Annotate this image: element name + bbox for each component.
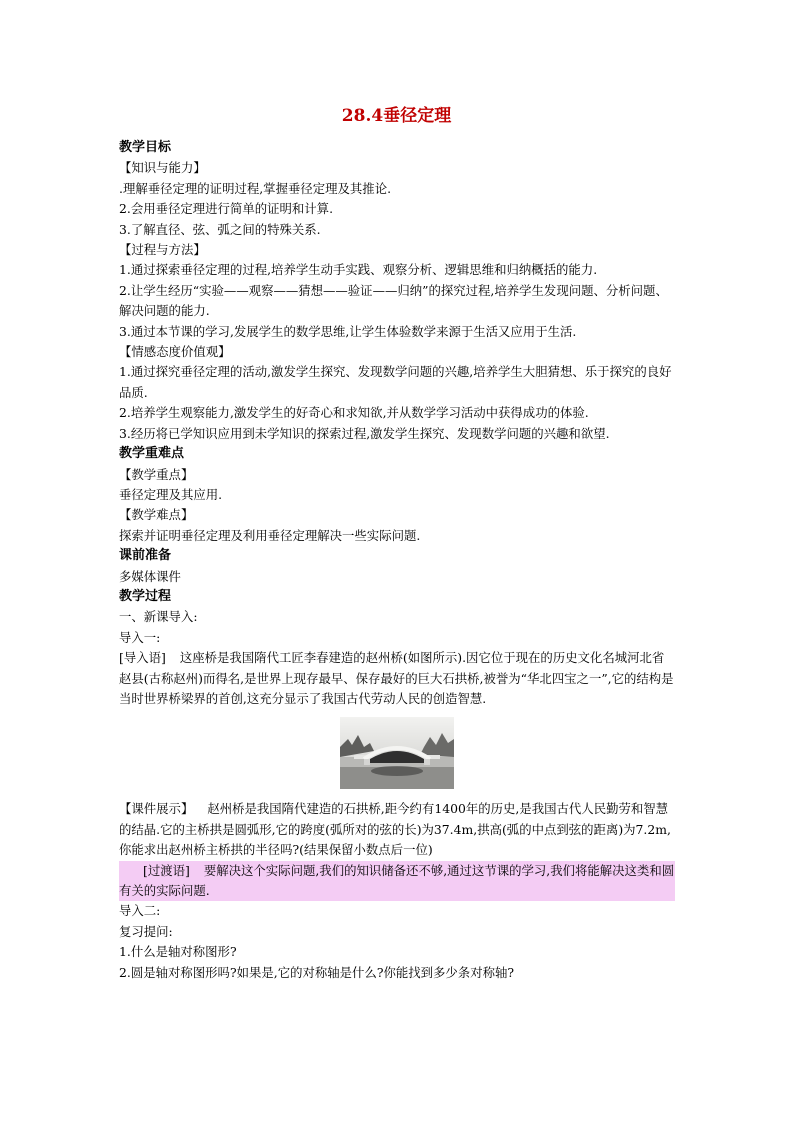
intro-paragraph: [119, 648, 675, 709]
part-new-lesson: 一、新课导入:: [119, 609, 198, 625]
subheading-knowledge: 【知识与能力】: [119, 160, 206, 176]
attitude-item-2: 2.培养学生观察能力,激发学生的好奇心和求知欲,并从数学学习活动中获得成功的体验.: [119, 405, 589, 421]
courseware-label: 【课件展示】: [119, 801, 194, 817]
attitude-item-1: 1.通过探究垂径定理的活动,激发学生探究、发现数学问题的兴趣,培养学生大胆猜想、乐于探究的良好品质.: [119, 364, 672, 400]
process-item-3: 3.通过本节课的学习,发展学生的数学思维,让学生体验数学来源于生活又应用于生活.: [119, 323, 577, 339]
intro-two-label: 导入二:: [119, 903, 161, 919]
process-item-1: 1.通过探索垂径定理的过程,培养学生动手实践、观察分析、逻辑思维和归纳概括的能力.: [119, 262, 598, 278]
document-body: [119, 138, 675, 983]
subheading-difficulty: 【教学难点】: [119, 507, 194, 523]
transition-text: 要解决这个实际问题,我们的知识储备还不够,通过这节课的学习,我们将能解决这类和圆有关的实际问题.: [119, 862, 675, 898]
process-item-2: 2.让学生经历“实验——观察——猜想——验证——归纳”的探究过程,培养学生发现问题、分析问题、解决问题的能力.: [119, 282, 668, 319]
courseware-paragraph: [119, 799, 675, 860]
preparation-text: 多媒体课件: [119, 568, 181, 584]
knowledge-item-1: .理解垂径定理的证明过程,掌握垂径定理及其推论.: [119, 180, 392, 196]
intro-text: 这座桥是我国隋代工匠李春建造的赵州桥(如图所示).因它位于现在的历史文化名城河北省赵县(古称赵州)而得名,是世界上现存最早、保存最好的巨大石拱桥,被誉为“华北四宝之一”,它的结构是当时世界桥梁界的首创,这充分显示了我国古代劳动人民的创造智慧.: [119, 650, 674, 706]
knowledge-item-3: 3.了解直径、弦、弧之间的特殊关系.: [119, 221, 321, 237]
section-heading-process: 教学过程: [119, 588, 172, 604]
difficulty-text: 探索并证明垂径定理及利用垂径定理解决一些实际问题.: [119, 527, 421, 543]
bridge-photo: [340, 717, 454, 789]
section-heading-keypoints: 教学重难点: [119, 446, 185, 462]
bridge-figure: [119, 717, 675, 795]
subheading-focus: 【教学重点】: [119, 466, 194, 482]
section-heading-objectives: 教学目标: [119, 140, 172, 155]
section-heading-preparation: 课前准备: [119, 548, 172, 564]
knowledge-item-2: 2.会用垂径定理进行简单的证明和计算.: [119, 201, 334, 217]
focus-text: 垂径定理及其应用.: [119, 486, 223, 502]
subheading-attitude: 【情感态度价值观】: [119, 344, 231, 360]
transition-label: [过渡语]: [143, 862, 190, 878]
page-title: 28.4垂径定理: [341, 106, 452, 126]
bridge-photo-icon: [340, 717, 454, 789]
review-question-1: 1.什么是轴对称图形?: [119, 944, 237, 960]
subheading-process: 【过程与方法】: [119, 242, 206, 258]
intro-label: [导入语]: [119, 650, 166, 666]
intro-one-label: 导入一:: [119, 629, 161, 645]
review-question-2: 2.圆是轴对称图形吗?如果是,它的对称轴是什么?你能找到多少条对称轴?: [119, 964, 515, 980]
review-label: 复习提问:: [119, 923, 173, 939]
attitude-item-3: 3.经历将已学知识应用到未学知识的探索过程,激发学生探究、发现数学问题的兴趣和欲望.: [119, 425, 610, 441]
courseware-text: 赵州桥是我国隋代建造的石拱桥,距今约有1400年的历史,是我国古代人民勤劳和智慧的结晶.它的主桥拱是圆弧形,它的跨度(弧所对的弦的长)为37.4m,拱高(弧的中点到弦的距离)为7.2m,你能求出赵州桥主桥拱的半径吗?(结果保留小数点后一位): [119, 801, 671, 858]
transition-paragraph: [119, 861, 675, 902]
